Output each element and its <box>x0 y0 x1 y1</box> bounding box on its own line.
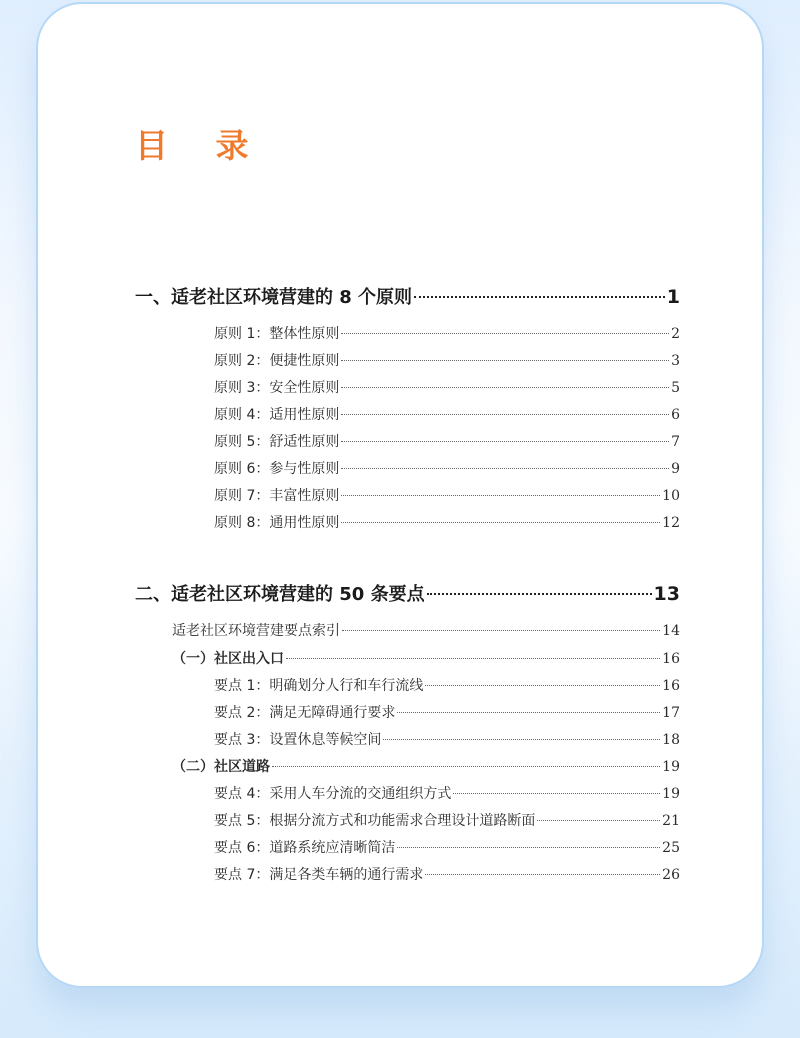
toc-entry-label: 原则 1：整体性原则 <box>214 326 340 342</box>
leader-dots <box>342 630 660 631</box>
toc-entry[interactable] <box>214 810 680 830</box>
toc-subsection-label: （一）社区出入口 <box>172 651 284 667</box>
toc-entry[interactable] <box>214 675 680 695</box>
leader-dots <box>383 739 660 740</box>
leader-dots <box>341 333 669 334</box>
toc-page-number: 10 <box>662 488 680 504</box>
toc-entry[interactable] <box>214 350 680 370</box>
leader-dots <box>341 414 669 415</box>
toc-page-number: 17 <box>662 705 680 721</box>
toc-entry-label: 要点 3：设置休息等候空间 <box>214 732 382 748</box>
leader-dots <box>341 387 669 388</box>
leader-dots <box>414 296 665 298</box>
toc-page-number: 9 <box>671 461 680 477</box>
toc-entry-label: 原则 7：丰富性原则 <box>214 488 340 504</box>
toc-page-number: 3 <box>671 353 680 369</box>
toc-page-number: 18 <box>662 732 680 748</box>
toc-page-number: 19 <box>662 786 680 802</box>
toc-entry[interactable] <box>214 404 680 424</box>
page-title: 目 录 <box>135 126 267 165</box>
toc-page-number: 6 <box>671 407 680 423</box>
toc-section-label: 二、适老社区环境营建的 50 条要点 <box>135 584 425 605</box>
toc-section-1[interactable] <box>135 283 680 309</box>
toc-entry[interactable] <box>214 431 680 451</box>
toc-entry[interactable] <box>214 702 680 722</box>
leader-dots <box>397 847 660 848</box>
leader-dots <box>272 766 660 767</box>
toc-entry-label: 原则 8：通用性原则 <box>214 515 340 531</box>
toc-page-number: 12 <box>662 515 680 531</box>
toc-entry[interactable] <box>214 837 680 857</box>
toc-page-number: 19 <box>662 759 680 775</box>
toc-page-number: 14 <box>662 623 680 639</box>
toc-section-label: 一、适老社区环境营建的 8 个原则 <box>135 287 413 308</box>
toc-page-number: 25 <box>662 840 680 856</box>
toc-entry[interactable] <box>214 512 680 532</box>
toc-entry-label: 原则 5：舒适性原则 <box>214 434 340 450</box>
toc-entry[interactable] <box>214 485 680 505</box>
toc-entry-label: 原则 6：参与性原则 <box>214 461 340 477</box>
toc-entry[interactable] <box>214 864 680 884</box>
leader-dots <box>453 793 660 794</box>
toc-entry[interactable] <box>214 783 680 803</box>
leader-dots <box>425 685 660 686</box>
toc-page-number: 16 <box>662 678 680 694</box>
leader-dots <box>425 874 660 875</box>
leader-dots <box>341 360 669 361</box>
toc-entry-label: 适老社区环境营建要点索引 <box>172 623 340 639</box>
toc-page-number: 1 <box>666 286 680 308</box>
toc-subsection-label: （二）社区道路 <box>172 759 270 775</box>
leader-dots <box>537 820 660 821</box>
toc-entry-label: 要点 6：道路系统应清晰简洁 <box>214 840 396 856</box>
leader-dots <box>427 593 652 595</box>
toc-page-number: 26 <box>662 867 680 883</box>
leader-dots <box>286 658 660 659</box>
toc-page-number: 16 <box>662 651 680 667</box>
leader-dots <box>397 712 660 713</box>
toc-entry-label: 要点 7：满足各类车辆的通行需求 <box>214 867 424 883</box>
toc-subsection[interactable] <box>172 648 680 668</box>
leader-dots <box>341 495 660 496</box>
toc-entry[interactable] <box>214 458 680 478</box>
toc-entry-label: 原则 2：便捷性原则 <box>214 353 340 369</box>
leader-dots <box>341 468 669 469</box>
toc-entry-label: 要点 2：满足无障碍通行要求 <box>214 705 396 721</box>
toc-section-2[interactable] <box>135 580 680 606</box>
toc-entry-label: 原则 4：适用性原则 <box>214 407 340 423</box>
toc-entry-label: 要点 5：根据分流方式和功能需求合理设计道路断面 <box>214 813 536 829</box>
toc-entry-label: 要点 1：明确划分人行和车行流线 <box>214 678 424 694</box>
toc-entry[interactable] <box>214 323 680 343</box>
leader-dots <box>341 522 660 523</box>
toc-subsection[interactable] <box>172 756 680 776</box>
toc-page-number: 5 <box>671 380 680 396</box>
toc-page-number: 7 <box>671 434 680 450</box>
toc-entry[interactable] <box>214 729 680 749</box>
toc-page-number: 21 <box>662 813 680 829</box>
toc-page-number: 2 <box>671 326 680 342</box>
toc-page-number: 13 <box>653 583 680 605</box>
toc-entry[interactable] <box>172 620 680 640</box>
toc-entry-label: 要点 4：采用人车分流的交通组织方式 <box>214 786 452 802</box>
toc-entry[interactable] <box>214 377 680 397</box>
toc-entry-label: 原则 3：安全性原则 <box>214 380 340 396</box>
leader-dots <box>341 441 669 442</box>
